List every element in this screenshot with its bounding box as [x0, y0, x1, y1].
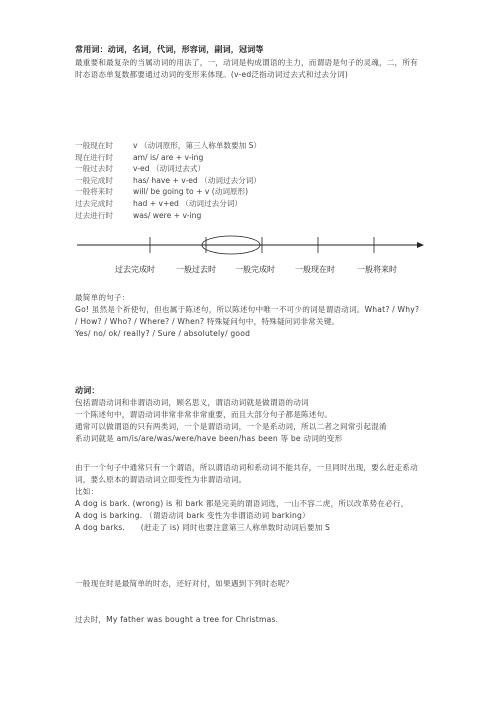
tense-form: v （动词原形，第三人称单数要加 S）: [133, 141, 262, 150]
timeline-label: 一般过去时: [176, 265, 216, 274]
tense-name: 一般完成时: [75, 175, 113, 185]
tense-name: 一般现在时: [75, 141, 113, 150]
tense-row: [75, 152, 261, 164]
tense-name: 过去进行时: [75, 210, 113, 220]
tense-form: v-ed （动词过去式）: [133, 164, 206, 174]
tense-row: [75, 198, 261, 210]
simple-sentence-title: 最简单的句子：: [75, 293, 130, 302]
tense-row: [75, 163, 261, 175]
simple-sentence-paragraph: Go! 虽然是个祈使句，但也属于陈述句，所以陈述句中唯一不可少的词是谓语动词。What? / Why? / How? / Who? / Where? / When? 特殊疑问句中，特殊疑问词非常关键。: [75, 305, 420, 326]
example-line: A dog is bark. (wrong) is 和 bark 都是完美的谓语词选，一山不容二虎，所以改革势在必行，: [75, 499, 409, 508]
verbs-title: 动词：: [75, 386, 100, 395]
timeline-label: 一般完成时: [235, 265, 275, 274]
tense-form: has/ have + v-ed （动词过去分词）: [133, 175, 261, 185]
short-answers: Yes/ no/ ok/ really? / Sure / absolutely/ good: [75, 329, 251, 338]
tense-form: had + v+ed （动词过去分词）: [133, 198, 242, 208]
tense-name: 一般过去时: [75, 164, 113, 174]
example-line: A dog barks. (赶走了 is) 同时也要注意第三人称单数时动词后要加 S: [75, 523, 331, 532]
intro-section: [75, 44, 420, 81]
rule-paragraph: 由于一个句子中通常只有一个谓语，所以谓语动词和系动词不能共存，一旦同时出现，要么赶走系动词，要么原本的谓语动词立即变性为非谓语动词。: [75, 463, 418, 484]
section-heading: 常用词：动词，名词，代词，形容词，副词，冠词等: [75, 45, 264, 54]
tense-form: was/ were + v-ing: [133, 210, 202, 220]
tense-row: [75, 210, 261, 222]
simple-sentence-section: [75, 292, 420, 340]
timeline-label: 一般将来时: [357, 265, 397, 274]
tense-timeline: [75, 232, 425, 278]
intro-paragraph: 最重要和最复杂的当属动词的用法了，一，动词是构成谓语的主力，而谓语是句子的灵魂，二，所有时态语态单复数都要通过动词的变形来体现。(v-ed泛指动词过去式和过去分词): [75, 58, 418, 79]
tense-row: [75, 186, 261, 198]
closing-question: 一般现在时是最简单的时态，还好对付，如果遇到下列时态呢？: [75, 579, 294, 588]
verbs-line: 通常可以做谓语的只有两类词，一个是谓语动词，一个是系动词，所以二者之间常引起混淆: [75, 422, 387, 431]
tense-row: [75, 175, 261, 187]
verbs-line: 一个陈述句中，谓语动词非常非常非常重要，而且大部分句子都是陈述句。: [75, 410, 333, 419]
verbs-line: 包括谓语动词和非谓语动词，顾名思义，谓语动词就是做谓语的动词: [75, 398, 309, 407]
verbs-section: [75, 385, 420, 445]
example-label: 比如：: [75, 487, 99, 496]
timeline-label: 过去完成时: [115, 265, 155, 274]
tense-row: [75, 140, 261, 152]
tense-name: 一般将来时: [75, 187, 113, 197]
example-line: A dog is barking. （谓语动词 bark 变性为非谓语动词 barking）: [75, 511, 310, 520]
tense-form: am/ is/ are + v-ing: [133, 152, 204, 162]
tense-form: will/ be going to + v (动词原形): [133, 187, 249, 197]
timeline-arrow-icon: [417, 242, 424, 248]
tense-name: 现在进行时: [75, 152, 113, 162]
closing-example: 过去时，My father was bought a tree for Christmas.: [75, 615, 279, 624]
tense-table: [75, 140, 261, 221]
timeline-label: 一般现在时: [295, 265, 335, 274]
tense-name: 过去完成时: [75, 198, 113, 208]
rule-section: [75, 462, 420, 534]
verbs-line: 系动词就是 am/is/are/was/were/have been/has been 等 be 动词的变形: [75, 434, 343, 443]
